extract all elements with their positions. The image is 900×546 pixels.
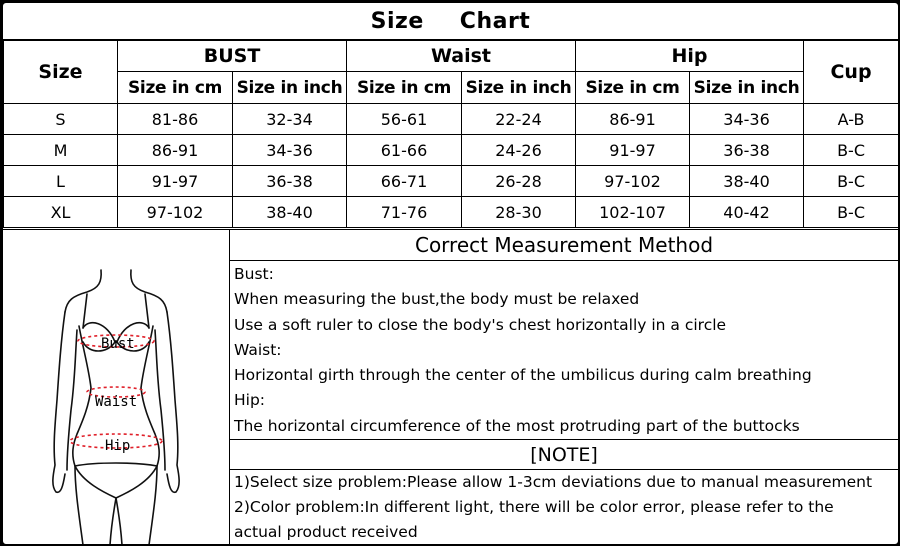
waist-label: Waist [95, 394, 138, 410]
right-shoulder-line [131, 270, 167, 312]
note-line: 2)Color problem:In different light, there will be color error, please refer to the [234, 498, 834, 516]
table-row [4, 166, 899, 197]
waist-header: Waist [347, 41, 576, 72]
note-line: actual product received [234, 523, 418, 541]
table-cell: L [4, 166, 118, 197]
table-cell: 36-38 [233, 166, 347, 197]
size-table [3, 40, 899, 228]
table-cell: 91-97 [118, 166, 233, 197]
right-leg [149, 466, 157, 545]
right-arm-line [167, 312, 179, 492]
right-strap [145, 294, 149, 328]
method-line: Use a soft ruler to close the body's chest horizontally in a circle [234, 315, 727, 334]
method-line: When measuring the bust,the body must be relaxed [234, 290, 640, 309]
method-line: Horizontal girth through the center of the umbilicus during calm breathing [234, 366, 812, 385]
table-cell: 28-30 [462, 197, 576, 228]
table-row [4, 104, 899, 135]
bust-label: Bust [101, 336, 135, 352]
left-leg [75, 466, 83, 545]
table-cell: B-C [804, 166, 899, 197]
note-title: [NOTE] [230, 439, 898, 470]
table-cell: 86-91 [118, 135, 233, 166]
table-cell: 34-36 [690, 104, 804, 135]
subheader: Size in inch [462, 72, 576, 104]
table-cell: B-C [804, 197, 899, 228]
subheader: Size in cm [118, 72, 233, 104]
subheader: Size in inch [690, 72, 804, 104]
subheader: Size in cm [576, 72, 690, 104]
table-cell: 102-107 [576, 197, 690, 228]
table-cell: 38-40 [690, 166, 804, 197]
subheader: Size in cm [347, 72, 462, 104]
table-cell: A-B [804, 104, 899, 135]
table-cell: XL [4, 197, 118, 228]
left-arm-line [53, 312, 65, 492]
table-cell: 97-102 [576, 166, 690, 197]
table-cell: 91-97 [576, 135, 690, 166]
table-cell: 56-61 [347, 104, 462, 135]
table-cell: 38-40 [233, 197, 347, 228]
title-word-chart: Chart [459, 8, 531, 34]
method-line: Bust: [234, 265, 274, 283]
table-cell: 66-71 [347, 166, 462, 197]
table-row [4, 197, 899, 228]
cup-header: Cup [804, 41, 899, 104]
inner-leg-right [116, 498, 122, 545]
table-cell: M [4, 135, 118, 166]
table-cell: 81-86 [118, 104, 233, 135]
page-title [3, 3, 898, 40]
method-title: Correct Measurement Method [230, 230, 898, 261]
bust-header: BUST [118, 41, 347, 72]
method-line: Waist: [234, 340, 282, 359]
inner-leg-left [110, 498, 116, 545]
size-header: Size [4, 41, 118, 104]
hip-label: Hip [105, 438, 131, 454]
table-cell: 34-36 [233, 135, 347, 166]
table-cell: 36-38 [690, 135, 804, 166]
note-text [230, 470, 898, 545]
table-cell: 86-91 [576, 104, 690, 135]
briefs-outline [75, 463, 157, 498]
table-cell: 26-28 [462, 166, 576, 197]
measurement-method-panel [230, 230, 898, 545]
table-cell: 40-42 [690, 197, 804, 228]
body-outline-illustration [3, 230, 229, 545]
note-line: 1)Select size problem:Please allow 1-3cm deviations due to manual measurement [234, 473, 873, 491]
right-inner-arm [155, 330, 165, 470]
size-chart-sheet [2, 2, 899, 545]
table-cell: 71-76 [347, 197, 462, 228]
table-cell: 97-102 [118, 197, 233, 228]
left-strap [83, 294, 87, 328]
left-inner-arm [67, 330, 77, 470]
hip-header: Hip [576, 41, 804, 72]
table-cell: 61-66 [347, 135, 462, 166]
table-cell: B-C [804, 135, 899, 166]
table-cell: S [4, 104, 118, 135]
table-cell: 22-24 [462, 104, 576, 135]
table-cell: 24-26 [462, 135, 576, 166]
table-row [4, 135, 899, 166]
method-text [230, 261, 898, 439]
left-shoulder-line [65, 270, 101, 312]
title-word-size: Size [370, 8, 424, 34]
method-line: The horizontal circumference of the most protruding part of the buttocks [234, 416, 800, 435]
subheader: Size in inch [233, 72, 347, 104]
header-row-groups [4, 41, 899, 72]
table-cell: 32-34 [233, 104, 347, 135]
header-row-units [4, 72, 899, 104]
method-line: Hip: [234, 391, 266, 410]
measurement-section [3, 229, 898, 545]
body-figure-cell [3, 230, 230, 545]
